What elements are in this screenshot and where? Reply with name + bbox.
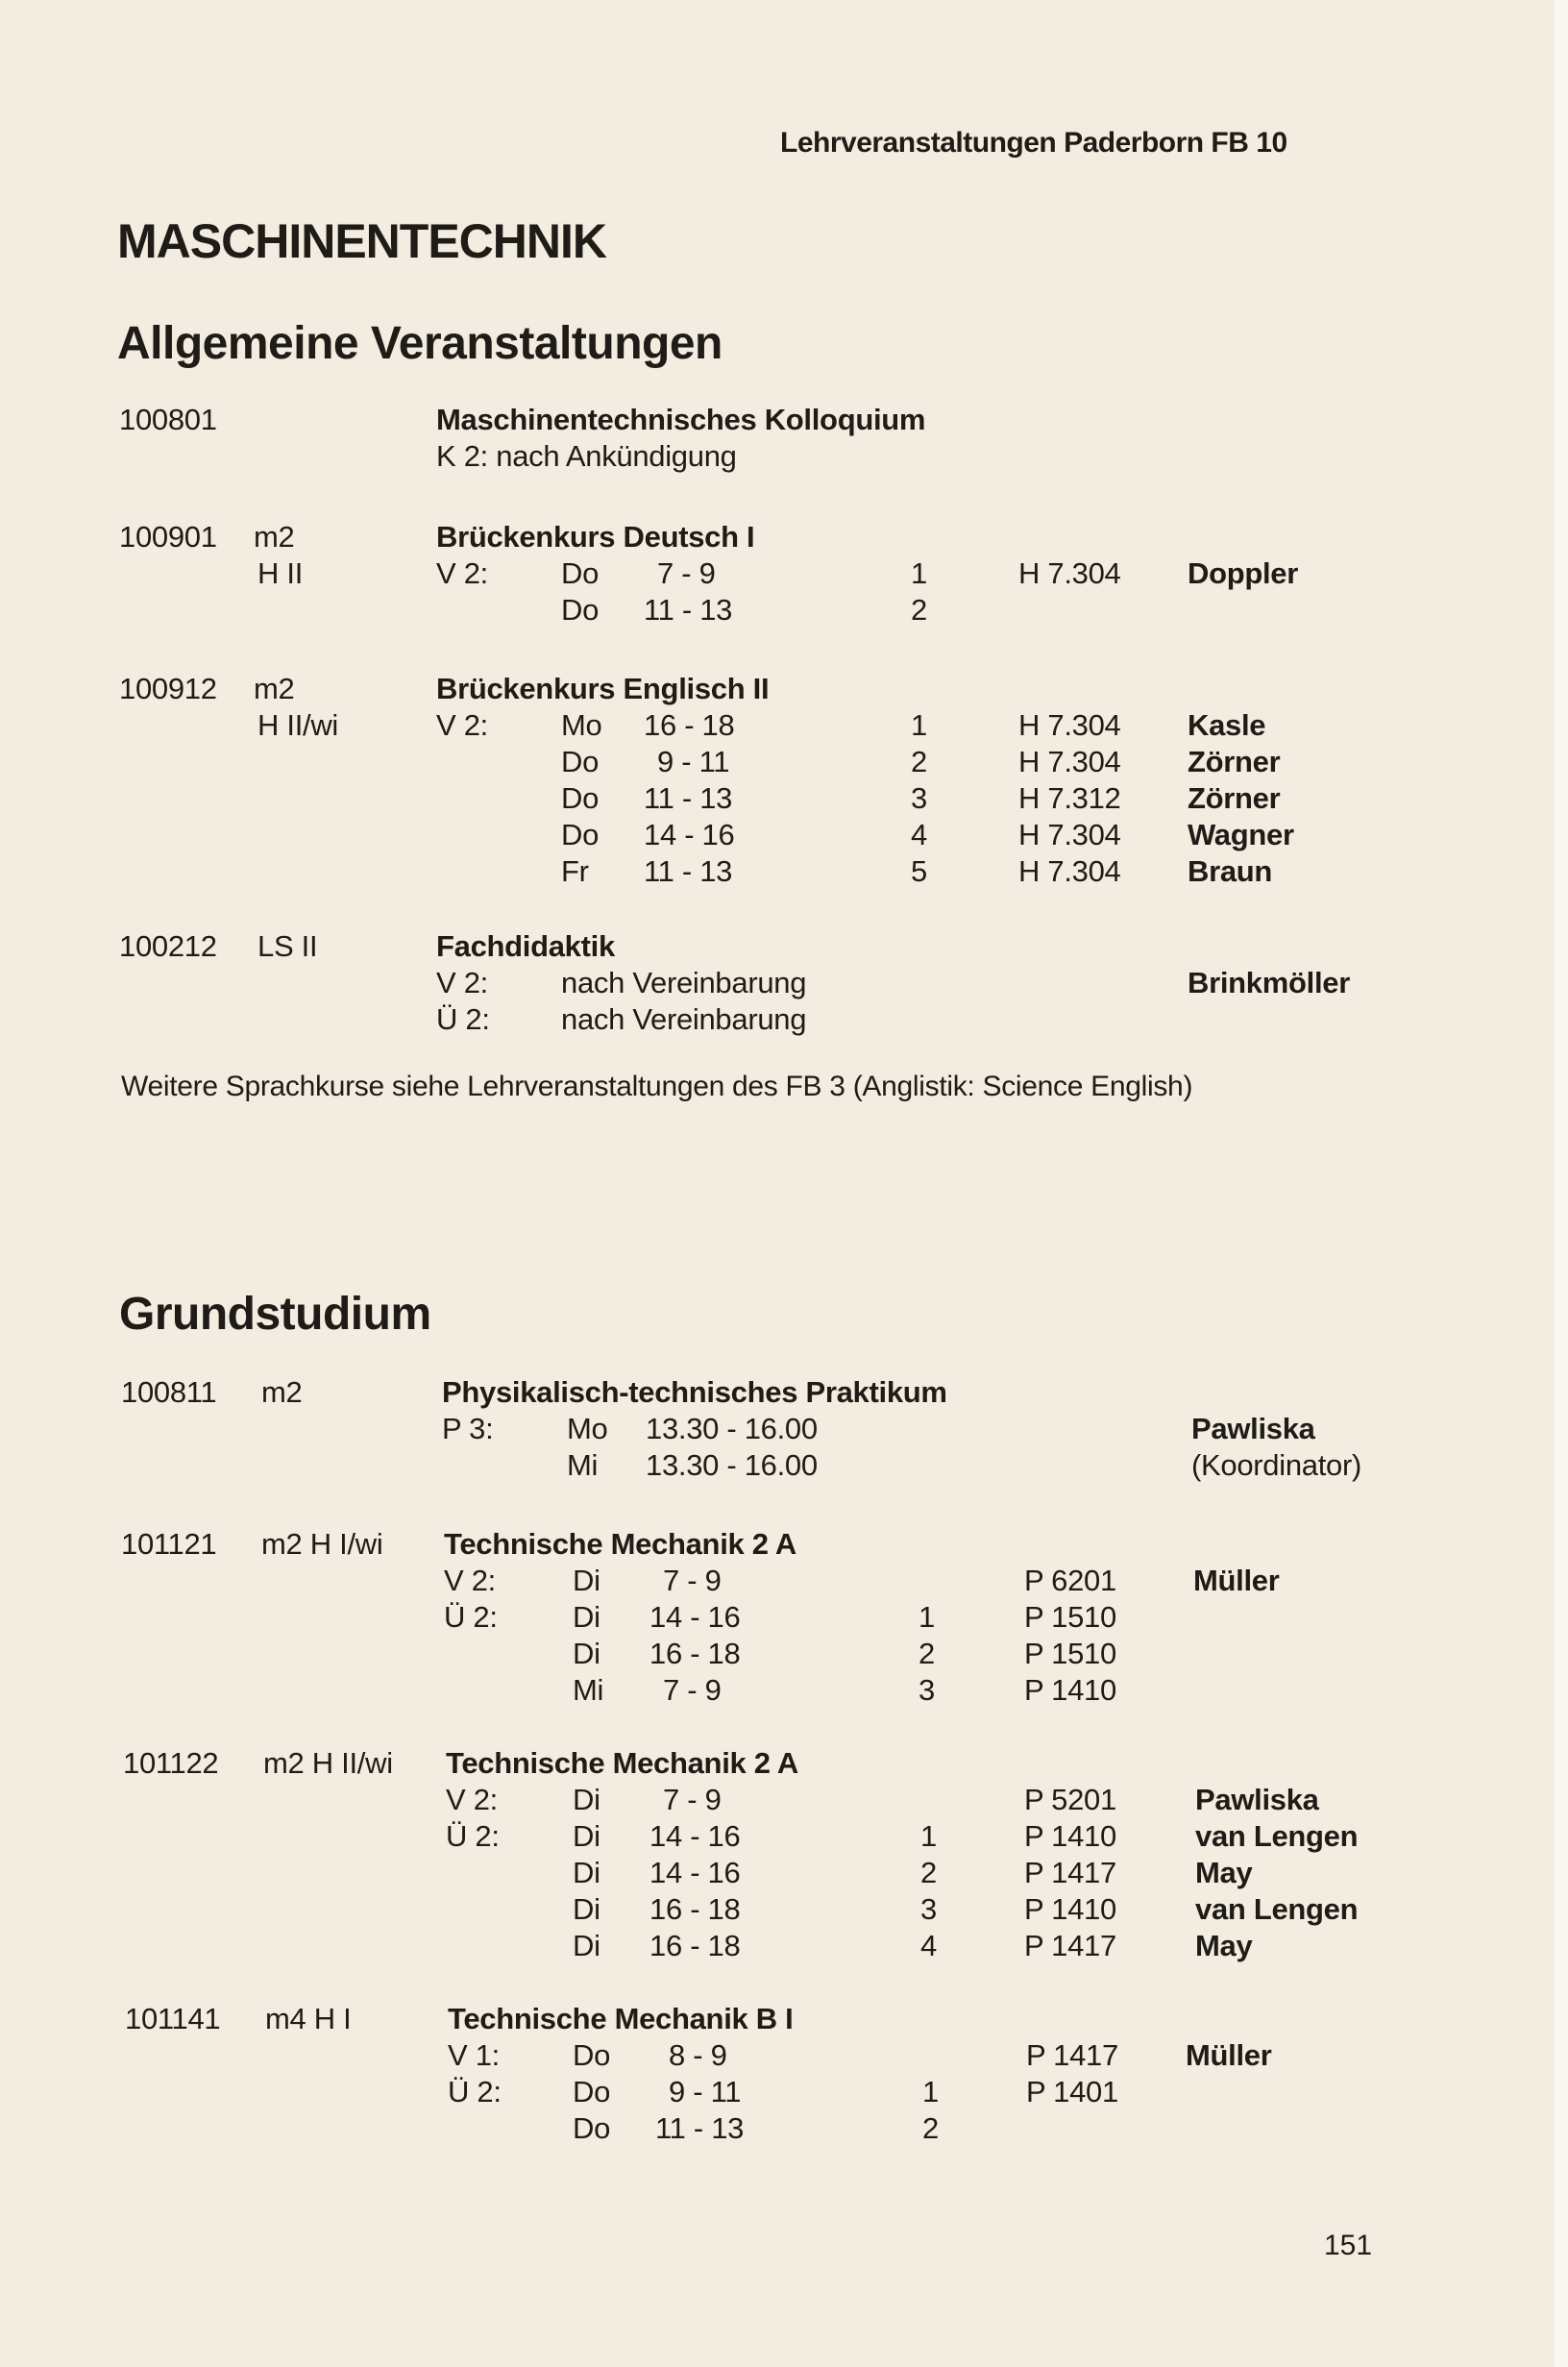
session-time: 16 - 18 <box>649 1637 741 1670</box>
session-room: H 7.304 <box>1018 818 1121 851</box>
session-type: V 2: <box>444 1564 496 1597</box>
session-room: P 1410 <box>1024 1673 1116 1707</box>
session-room: H 7.304 <box>1018 854 1121 888</box>
session-lecturer: (Koordinator) <box>1191 1448 1362 1482</box>
course-code: 100901 <box>119 520 217 554</box>
course-code: 100811 <box>121 1375 217 1409</box>
session-group: 3 <box>919 1673 935 1707</box>
course-title: Technische Mechanik 2 A <box>444 1527 796 1561</box>
session-time: 11 - 13 <box>644 781 733 815</box>
session-type: V 2: <box>436 556 488 590</box>
session-lecturer: van Lengen <box>1195 1892 1359 1926</box>
course-meta: m2 <box>261 1375 303 1409</box>
session-room: P 1410 <box>1024 1819 1116 1853</box>
course-note: K 2: nach Ankündigung <box>436 439 737 473</box>
session-day: Di <box>573 1564 600 1597</box>
session-lecturer: Zörner <box>1188 745 1281 778</box>
session-day: Mi <box>567 1448 599 1482</box>
session-room: P 6201 <box>1024 1564 1116 1597</box>
session-time: 13.30 - 16.00 <box>646 1412 818 1445</box>
course-title: Physikalisch-technisches Praktikum <box>442 1375 947 1409</box>
session-room: H 7.312 <box>1018 781 1121 815</box>
course-code: 100212 <box>119 929 217 963</box>
session-room: H 7.304 <box>1018 745 1121 778</box>
course-meta: m2 <box>254 672 295 705</box>
session-type: P 3: <box>442 1412 494 1445</box>
session-time: 14 - 16 <box>649 1856 741 1889</box>
course-title: Technische Mechanik B I <box>448 2002 794 2035</box>
session-time: 14 - 16 <box>649 1600 741 1634</box>
session-day: Mo <box>561 708 602 742</box>
session-group: 2 <box>920 1856 937 1889</box>
session-room: H 7.304 <box>1018 556 1121 590</box>
course-meta: m2 <box>254 520 295 554</box>
session-day: nach Vereinbarung <box>561 966 807 999</box>
session-day: Do <box>561 556 600 590</box>
session-type: V 2: <box>446 1783 498 1816</box>
course-title: Fachdidaktik <box>436 929 615 963</box>
session-lecturer: Braun <box>1188 854 1273 888</box>
session-lecturer: May <box>1195 1929 1253 1962</box>
session-lecturer: Zörner <box>1188 781 1281 815</box>
session-group: 3 <box>920 1892 937 1926</box>
session-time: 16 - 18 <box>644 708 735 742</box>
session-type: V 2: <box>436 708 488 742</box>
session-group: 1 <box>919 1600 935 1634</box>
session-day: Do <box>561 593 600 627</box>
session-time: 16 - 18 <box>649 1892 741 1926</box>
session-group: 2 <box>919 1637 935 1670</box>
session-lecturer: Brinkmöller <box>1188 966 1350 999</box>
session-day: Do <box>573 2075 611 2108</box>
session-day: Di <box>573 1929 600 1962</box>
session-lecturer: van Lengen <box>1195 1819 1359 1853</box>
course-title: Technische Mechanik 2 A <box>446 1746 798 1780</box>
session-time: 11 - 13 <box>644 854 733 888</box>
session-time: 8 - 9 <box>669 2038 727 2072</box>
session-room: P 1417 <box>1026 2038 1118 2072</box>
session-day: Di <box>573 1637 600 1670</box>
session-room: P 1410 <box>1024 1892 1116 1926</box>
session-room: H 7.304 <box>1018 708 1121 742</box>
session-time: 11 - 13 <box>644 593 733 627</box>
session-type: Ü 2: <box>448 2075 502 2108</box>
session-day: Di <box>573 1856 600 1889</box>
course-meta: LS II <box>257 929 318 963</box>
section-heading: Grundstudium <box>119 1289 431 1340</box>
session-day: Do <box>573 2038 611 2072</box>
session-lecturer: Doppler <box>1188 556 1299 590</box>
session-time: 9 - 11 <box>669 2075 742 2108</box>
session-room: P 1510 <box>1024 1637 1116 1670</box>
session-day: Do <box>561 818 600 851</box>
session-time: 7 - 9 <box>663 1673 722 1707</box>
session-group: 2 <box>922 2111 939 2145</box>
section-heading: Allgemeine Veranstaltungen <box>117 318 723 369</box>
session-time: 9 - 11 <box>657 745 730 778</box>
session-day: Do <box>573 2111 611 2145</box>
session-day: Di <box>573 1600 600 1634</box>
session-room: P 1417 <box>1024 1929 1116 1962</box>
session-time: 7 - 9 <box>663 1783 722 1816</box>
session-time: 7 - 9 <box>657 556 716 590</box>
session-day: Do <box>561 781 600 815</box>
session-day: Di <box>573 1819 600 1853</box>
course-title: Brückenkurs Deutsch I <box>436 520 755 554</box>
session-time: 13.30 - 16.00 <box>646 1448 818 1482</box>
page-number: 151 <box>1324 2230 1373 2261</box>
session-room: P 5201 <box>1024 1783 1116 1816</box>
page-edge <box>1555 0 1568 2367</box>
session-group: 4 <box>911 818 927 851</box>
session-lecturer: Wagner <box>1188 818 1294 851</box>
session-day: Di <box>573 1783 600 1816</box>
course-code: 101122 <box>123 1746 219 1780</box>
session-group: 1 <box>920 1819 937 1853</box>
session-type: Ü 2: <box>444 1600 498 1634</box>
session-group: 4 <box>920 1929 937 1962</box>
session-group: 3 <box>911 781 927 815</box>
session-type: Ü 2: <box>436 1002 490 1036</box>
course-meta: m2 H I/wi <box>261 1527 383 1561</box>
session-day: Mi <box>573 1673 604 1707</box>
session-lecturer: Kasle <box>1188 708 1266 742</box>
course-meta: m2 H II/wi <box>263 1746 393 1780</box>
session-group: 1 <box>911 556 927 590</box>
session-day: Fr <box>561 854 589 888</box>
footnote: Weitere Sprachkurse siehe Lehrveranstaltungen des FB 3 (Anglistik: Science English) <box>121 1071 1193 1102</box>
course-code: 100801 <box>119 403 217 436</box>
session-room: P 1401 <box>1026 2075 1118 2108</box>
session-day: Mo <box>567 1412 608 1445</box>
course-meta: m4 H I <box>265 2002 352 2035</box>
course-title: Maschinentechnisches Kolloquium <box>436 403 926 436</box>
page-title: MASCHINENTECHNIK <box>117 214 606 268</box>
session-lecturer: Müller <box>1186 2038 1272 2072</box>
course-title: Brückenkurs Englisch II <box>436 672 770 705</box>
course-meta: H II <box>257 556 304 590</box>
session-time: 16 - 18 <box>649 1929 741 1962</box>
session-group: 2 <box>911 593 927 627</box>
session-type: V 1: <box>448 2038 500 2072</box>
session-type: V 2: <box>436 966 488 999</box>
session-group: 5 <box>911 854 927 888</box>
course-code: 101141 <box>125 2002 221 2035</box>
course-meta: H II/wi <box>257 708 339 742</box>
session-group: 1 <box>911 708 927 742</box>
session-time: 14 - 16 <box>644 818 735 851</box>
session-room: P 1510 <box>1024 1600 1116 1634</box>
session-day: nach Vereinbarung <box>561 1002 807 1036</box>
session-lecturer: May <box>1195 1856 1253 1889</box>
course-code: 100912 <box>119 672 217 705</box>
session-type: Ü 2: <box>446 1819 500 1853</box>
session-room: P 1417 <box>1024 1856 1116 1889</box>
session-day: Di <box>573 1892 600 1926</box>
course-code: 101121 <box>121 1527 217 1561</box>
session-group: 1 <box>922 2075 939 2108</box>
session-time: 14 - 16 <box>649 1819 741 1853</box>
session-time: 11 - 13 <box>655 2111 745 2145</box>
session-lecturer: Pawliska <box>1195 1783 1319 1816</box>
session-group: 2 <box>911 745 927 778</box>
session-lecturer: Pawliska <box>1191 1412 1315 1445</box>
session-lecturer: Müller <box>1193 1564 1280 1597</box>
session-time: 7 - 9 <box>663 1564 722 1597</box>
session-day: Do <box>561 745 600 778</box>
running-header: Lehrveranstaltungen Paderborn FB 10 <box>780 127 1287 159</box>
